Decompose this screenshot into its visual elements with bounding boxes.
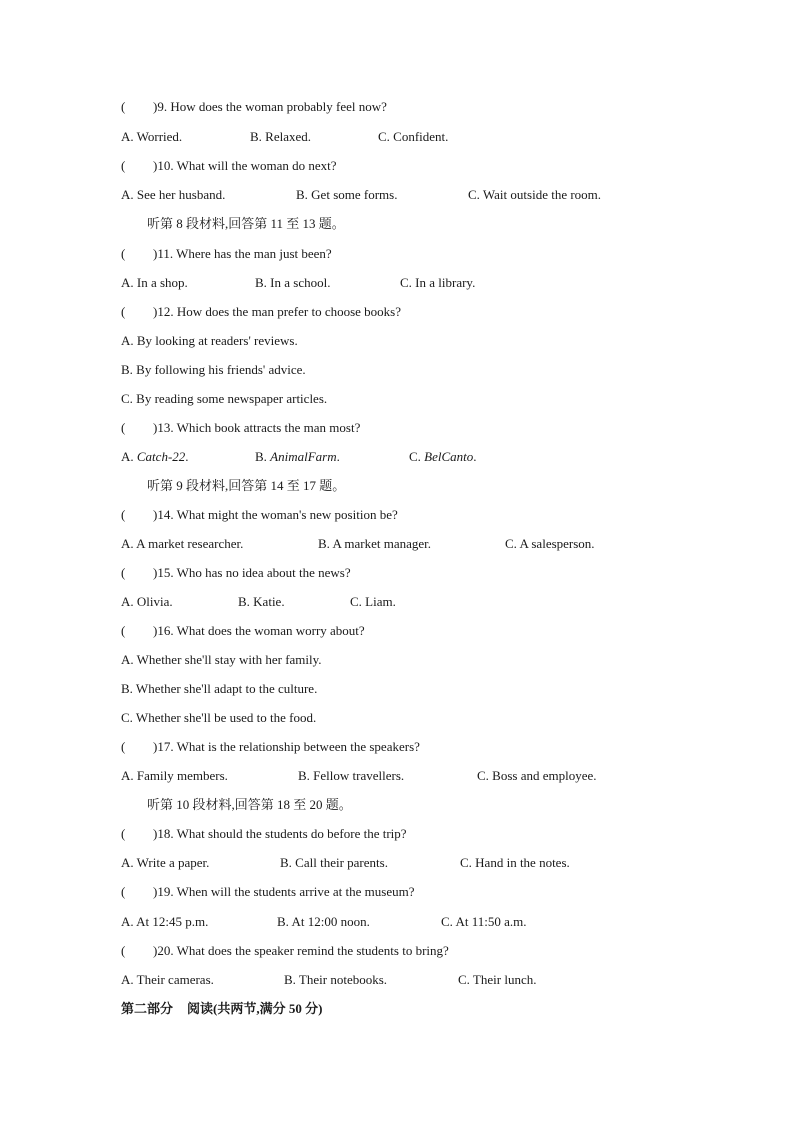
option-a: A. Catch-22. (121, 449, 189, 464)
section-header-10: 听第 10 段材料,回答第 18 至 20 题。 (147, 797, 352, 812)
question-text: )18. What should the students do before the trip? (153, 826, 407, 841)
question-text: )16. What does the woman worry about? (153, 623, 365, 638)
book-title: BelCanto (424, 449, 474, 464)
option-b: B. A market manager. (318, 536, 432, 551)
answer-bracket[interactable]: ( (121, 826, 126, 841)
answer-bracket[interactable]: ( (121, 739, 126, 754)
option-c: C. At 11:50 a.m. (441, 914, 527, 929)
question-text: )19. When will the students arrive at the museum? (153, 884, 415, 899)
option-a: A. Their cameras. (121, 972, 214, 987)
answer-bracket[interactable]: ( (121, 943, 126, 958)
option-c: C. Their lunch. (458, 972, 537, 987)
book-title: Catch-22 (136, 449, 186, 464)
option-b: B. Call their parents. (280, 855, 388, 870)
part-title: 阅读(共两节,满分 50 分) (187, 1001, 323, 1016)
option-b: B. AnimalFarm. (255, 449, 340, 464)
option-c: C. Confident. (378, 129, 449, 144)
option-b: B. In a school. (255, 275, 331, 290)
part-two-heading (121, 999, 322, 1019)
option-a: A. In a shop. (121, 275, 188, 290)
answer-bracket[interactable]: ( (121, 246, 126, 261)
option-c: C. Wait outside the room. (468, 187, 602, 202)
section-header-9: 听第 9 段材料,回答第 14 至 17 题。 (147, 478, 346, 493)
option-c: C. A salesperson. (505, 536, 595, 551)
book-title: AnimalFarm (270, 449, 337, 464)
option-c: C. In a library. (400, 275, 476, 290)
option-a: A. Whether she'll stay with her family. (121, 652, 322, 667)
option-a: A. At 12:45 p.m. (121, 914, 209, 929)
option-a: A. By looking at readers' reviews. (121, 333, 298, 348)
section-header-8: 听第 8 段材料,回答第 11 至 13 题。 (147, 216, 345, 231)
question-text: )9. How does the woman probably feel now? (153, 99, 387, 114)
option-a: A. Worried. (121, 129, 183, 144)
question-text: )12. How does the man prefer to choose books? (153, 304, 402, 319)
option-c: C. BelCanto. (409, 449, 477, 464)
option-b: B. Whether she'll adapt to the culture. (121, 681, 318, 696)
question-text: )14. What might the woman's new position be? (153, 507, 398, 522)
answer-bracket[interactable]: ( (121, 99, 126, 114)
answer-bracket[interactable]: ( (121, 158, 126, 173)
answer-bracket[interactable]: ( (121, 565, 126, 580)
option-b: B. By following his friends' advice. (121, 362, 306, 377)
question-text: )13. Which book attracts the man most? (153, 420, 361, 435)
option-c: C. Whether she'll be used to the food. (121, 710, 317, 725)
option-b: B. Relaxed. (250, 129, 312, 144)
answer-bracket[interactable]: ( (121, 884, 126, 899)
option-a: A. Write a paper. (121, 855, 210, 870)
option-a: A. Family members. (121, 768, 228, 783)
question-text: )20. What does the speaker remind the students to bring? (153, 943, 449, 958)
answer-bracket[interactable]: ( (121, 304, 126, 319)
option-a: A. See her husband. (121, 187, 226, 202)
question-text: )11. Where has the man just been? (153, 246, 332, 261)
option-b: B. Their notebooks. (284, 972, 388, 987)
question-text: )15. Who has no idea about the news? (153, 565, 351, 580)
option-c: C. Liam. (350, 594, 396, 609)
option-b: B. Fellow travellers. (298, 768, 405, 783)
answer-bracket[interactable]: ( (121, 507, 126, 522)
option-b: B. Get some forms. (296, 187, 398, 202)
part-label: 第二部分 (121, 1001, 174, 1016)
option-a: A. Olivia. (121, 594, 173, 609)
answer-bracket[interactable]: ( (121, 420, 126, 435)
option-c: C. Hand in the notes. (460, 855, 570, 870)
option-b: B. Katie. (238, 594, 285, 609)
option-c: C. By reading some newspaper articles. (121, 391, 328, 406)
option-c: C. Boss and employee. (477, 768, 597, 783)
option-a: A. A market researcher. (121, 536, 244, 551)
question-text: )17. What is the relationship between the speakers? (153, 739, 420, 754)
answer-bracket[interactable]: ( (121, 623, 126, 638)
question-text: )10. What will the woman do next? (153, 158, 337, 173)
option-b: B. At 12:00 noon. (277, 914, 370, 929)
